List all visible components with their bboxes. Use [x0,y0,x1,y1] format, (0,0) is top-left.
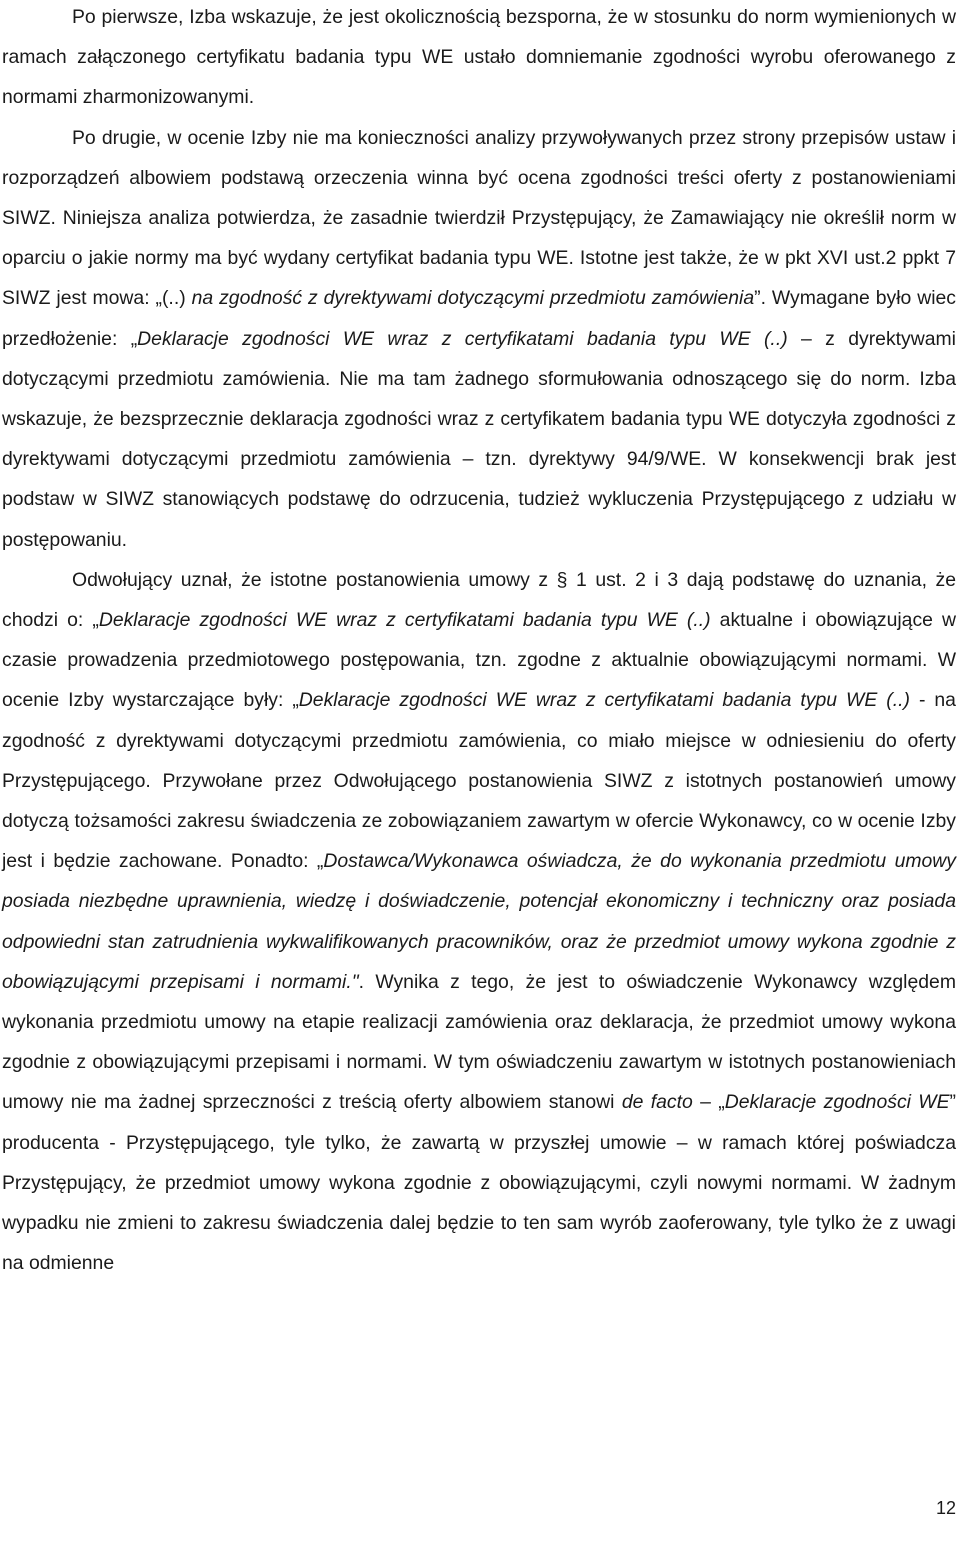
paragraph [2,560,956,1284]
text-segment: aktualne i obowiązujące w czasie prowadzenia przedmiotowego postępowania, tzn. zgodne z aktualnie obowiązującymi normami. W ocenie Izby wystarczające były: „ [2,609,956,712]
italic-text-segment: Deklaracje zgodności WE wraz z certyfikatami badania typu WE (..) [98,609,711,632]
italic-text-segment: Deklaracje zgodności WE wraz z certyfikatami badania typu WE (..) [298,689,910,712]
text-segment: Po drugie, w ocenie Izby nie ma konieczności analizy przywoływanych przez strony przepisów ustaw i rozporządzeń albowiem podstawą orzeczenia winna być ocena zgodności treści oferty z postanowieniami SIWZ. Niniejsza analiza potwierdza, że zasadnie twierdził Przystępujący, że Zamawiający nie określił norm w oparciu o jakie normy ma być wydany certyfikat badania typu WE. Istotne jest także, że w pkt XVI ust.2 ppkt 7 SIWZ jest mowa: „(..) [2,126,956,310]
text-segment: Po pierwsze, Izba wskazuje, że jest okolicznością bezsporna, że w stosunku do norm wymienionych w ramach załączonego certyfikatu badania typu WE ustało domniemanie zgodności wyrobu oferowanego z normami zharmonizowanymi. [2,6,956,109]
italic-text-segment: na zgodność z dyrektywami dotyczącymi przedmiotu zamówienia [191,287,755,310]
paragraph [2,118,956,560]
text-segment: ” producenta - Przystępującego, tyle tylko, że zawartą w przyszłej umowie – w ramach której poświadcza Przystępujący, że przedmiot umowy wykona zgodnie z obowiązującymi, czyli nowymi normami. W żadnym wypadku nie zmieni to zakresu świadczenia dalej będzie to ten sam wyrób zaoferowany, tyle tylko że z uwagi na odmienne [2,1091,956,1275]
italic-text-segment: de facto [621,1091,693,1114]
document-body [2,0,956,1284]
paragraph [2,0,956,118]
text-segment: – „ [692,1091,725,1114]
text-segment: - na zgodność z dyrektywami dotyczącymi przedmiotu zamówienia, co miało miejsce w odniesieniu do oferty Przystępującego. Przywołane przez Odwołującego postanowienia SIWZ z istotnych postanowień umowy dotyczą tożsamości zakresu świadczenia ze zobowiązaniem zawartym w ofercie Wykonawcy, co w ocenie Izby jest i będzie zachowane. Ponadto: „ [2,689,956,873]
text-segment: – z dyrektywami dotyczącymi przedmiotu zamówienia. Nie ma tam żadnego sformułowania odnoszącego się do norm. Izba wskazuje, że bezsprzecznie deklaracja zgodności wraz z certyfikatem badania typu WE dotyczyła zgodności z dyrektywami dotyczącymi przedmiotu zamówienia – tzn. dyrektywy 94/9/WE. W konsekwencji brak jest podstaw w SIWZ stanowiących podstawę do odrzucenia, tudzież wykluczenia Przystępującego z udziału w postępowaniu. [2,327,956,551]
italic-text-segment: Deklaracje zgodności WE [724,1091,950,1114]
page-number: 12 [935,1498,956,1518]
italic-text-segment: Deklaracje zgodności WE wraz z certyfikatami badania typu WE (..) [137,327,788,350]
italic-text-segment: Dostawca/Wykonawca oświadcza, że do wykonania przedmiotu umowy posiada niezbędne uprawnienia, wiedzę i doświadczenie, potencjał ekonomiczny i techniczny oraz posiada odpowiedni stan zatrudnienia wykwalifikowanych pracowników, oraz że przedmiot umowy wykona zgodnie z obowiązującymi przepisami i normami." [2,850,956,993]
text-segment: Odwołujący uznał, że istotne postanowienia umowy z § 1 ust. 2 i 3 dają podstawę do uznania, że chodzi o: „ [2,568,956,632]
text-segment: . Wynika z tego, że jest to oświadczenie Wykonawcy względem wykonania przedmiotu umowy na etapie realizacji zamówienia oraz deklaracja, że przedmiot umowy wykona zgodnie z obowiązującymi przepisami i normami. W tym oświadczeniu zawartym w istotnych postanowieniach umowy nie ma żadnej sprzeczności z treścią oferty albowiem stanowi [2,970,956,1114]
text-segment: ”. Wymagane było wiec przedłożenie: „ [2,287,956,350]
